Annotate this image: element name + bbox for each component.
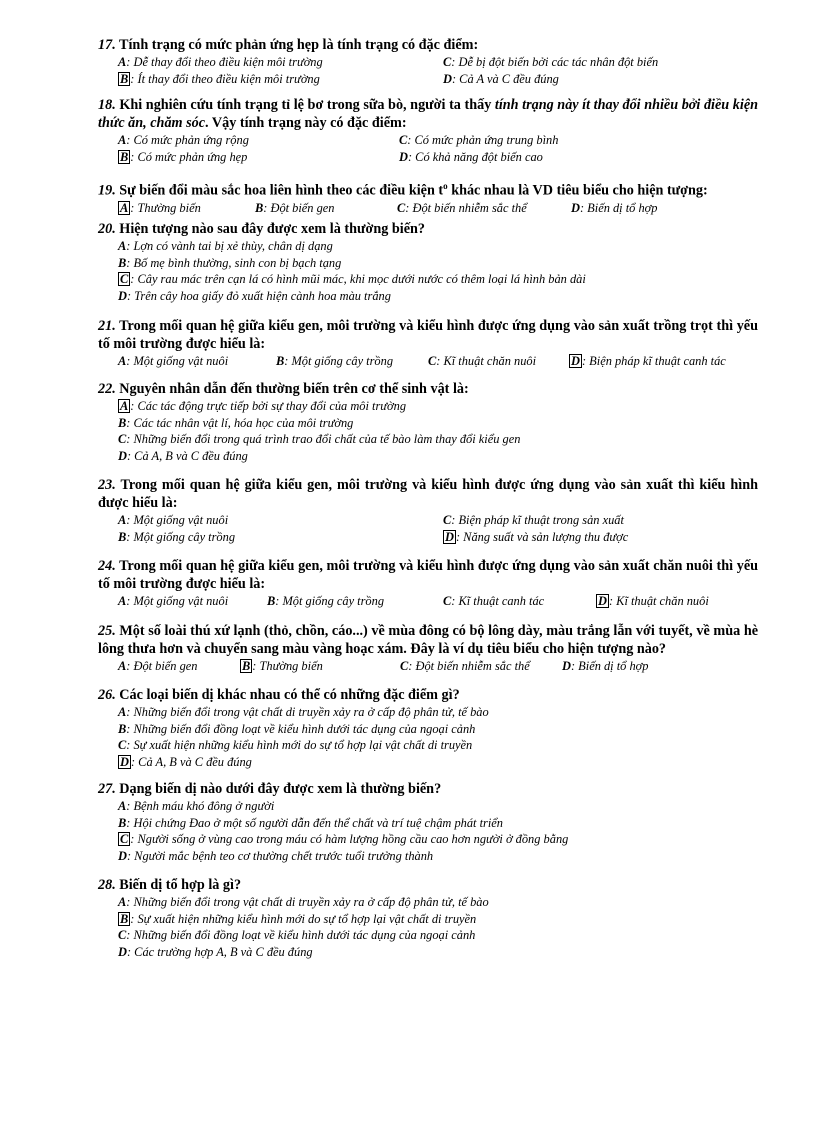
- question-stem: [98, 622, 758, 658]
- question-text: Trong mối quan hệ giữa kiểu gen, môi trường và kiểu hình được ứng dụng vào sản xuất trồng trọt thì yếu tố môi trường được hiểu là:: [98, 318, 758, 352]
- question-stem: [98, 686, 758, 704]
- option-letter: D: [443, 71, 452, 86]
- option-letter: D: [118, 944, 127, 959]
- option-letter: C: [428, 354, 437, 368]
- question-number: 22.: [98, 381, 116, 397]
- option-letter: D: [118, 848, 127, 863]
- option-a-answer[interactable]: [118, 398, 758, 415]
- question-number: 25.: [98, 623, 116, 639]
- question-22: [98, 380, 758, 464]
- option-b[interactable]: [118, 255, 758, 272]
- question-24: [98, 557, 758, 610]
- question-number: 20.: [98, 221, 116, 237]
- question-number: 23.: [98, 477, 116, 493]
- option-d[interactable]: [118, 848, 758, 865]
- option-text: : Những biến đổi trong vật chất di truyền xảy ra ở cấp độ phân tử, tế bào: [126, 705, 489, 719]
- degree-sup: o: [443, 181, 448, 191]
- option-d-answer[interactable]: [118, 754, 758, 771]
- question-number: 18.: [98, 97, 116, 113]
- answer-marker: A: [120, 200, 129, 215]
- option-d[interactable]: [118, 288, 758, 305]
- option-text: : Biện pháp kĩ thuật trong sản xuất: [451, 513, 624, 527]
- answer-marker: A: [120, 399, 129, 413]
- option-text: : Kĩ thuật chăn nuôi: [608, 594, 709, 608]
- option-text: : Có khả năng đột biến cao: [407, 149, 543, 164]
- option-letter: B: [118, 529, 127, 544]
- question-text: Trong mối quan hệ giữa kiểu gen, môi trường và kiểu hình được ứng dụng vào sản xuất chăn nuôi thì yếu tố môi trường được hiểu là:: [98, 558, 759, 592]
- option-text: : Một giống cây trồng: [284, 354, 394, 368]
- question-stem: [98, 36, 758, 54]
- option-letter: A: [118, 513, 127, 527]
- option-text: : Thường biến: [130, 200, 201, 215]
- question-number: 27.: [98, 781, 116, 797]
- option-text: : Lợn có vành tai bị xẻ thùy, chân dị dạng: [126, 239, 333, 253]
- question-stem: [98, 96, 758, 132]
- question-text: Khi nghiên cứu tính trạng tỉ lệ bơ trong sữa bò, người ta thấy: [119, 97, 495, 113]
- question-27: [98, 780, 758, 864]
- option-text: : Bệnh máu khó đông ở người: [126, 799, 275, 813]
- option-a[interactable]: [118, 798, 758, 815]
- question-stem: [98, 780, 758, 798]
- question-number: 26.: [98, 687, 116, 703]
- option-letter: C: [118, 738, 127, 752]
- option-b[interactable]: [118, 415, 758, 432]
- option-text: : Đột biến nhiễm sắc thể: [408, 659, 530, 673]
- option-letter: C: [399, 133, 408, 147]
- option-text: : Những biến đổi đồng loạt về kiểu hình dưới tác dụng của ngoại cảnh: [126, 928, 476, 942]
- option-letter: D: [118, 448, 127, 463]
- option-letter: C: [118, 432, 127, 446]
- option-text: : Một giống vật nuôi: [126, 354, 229, 368]
- option-b-answer[interactable]: [118, 149, 247, 166]
- option-text: : Cả A và C đều đúng: [451, 71, 559, 86]
- option-text: : Ít thay đổi theo điều kiện môi trường: [130, 71, 320, 86]
- question-stem: [98, 177, 758, 200]
- option-text: : Biện pháp kĩ thuật canh tác: [581, 354, 726, 368]
- option-text: : Các tác động trực tiếp bởi sự thay đổi của môi trường: [130, 399, 407, 413]
- answer-marker: B: [120, 71, 129, 86]
- option-c[interactable]: [118, 927, 758, 944]
- option-text: : Kĩ thuật canh tác: [451, 594, 545, 608]
- option-d[interactable]: [118, 944, 758, 961]
- option-a[interactable]: [118, 238, 758, 255]
- option-c[interactable]: [443, 54, 658, 71]
- option-a[interactable]: [118, 704, 758, 721]
- answer-marker: D: [598, 594, 607, 608]
- option-d[interactable]: [562, 658, 648, 675]
- option-letter: D: [571, 200, 580, 215]
- question-stem: [98, 876, 758, 894]
- question-25: [98, 622, 758, 675]
- option-text: : Hội chứng Đao ở một số người dẫn đến thể chất và trí tuệ chậm phát triển: [126, 815, 503, 830]
- question-stem: [98, 476, 758, 512]
- option-text: : Sự xuất hiện những kiểu hình mới do sự tổ hợp lại vật chất di truyền: [130, 911, 477, 926]
- question-text: Tính trạng có mức phản ứng hẹp là tính trạng có đặc điểm:: [119, 37, 479, 53]
- option-text: : Một giống cây trồng: [126, 529, 236, 544]
- option-a[interactable]: [118, 593, 228, 610]
- option-letter: A: [118, 895, 127, 909]
- option-text: : Thường biến: [252, 659, 323, 673]
- option-text: : Những biến đổi trong vật chất di truyền xảy ra ở cấp độ phân tử, tế bào: [126, 895, 489, 909]
- option-letter: C: [397, 200, 406, 215]
- option-letter: D: [118, 288, 127, 303]
- option-b[interactable]: [267, 593, 384, 610]
- option-text: : Các trường hợp A, B và C đều đúng: [126, 944, 313, 959]
- option-text: : Bố mẹ bình thường, sinh con bị bạch tạng: [126, 255, 342, 270]
- option-text: : Biến dị tổ hợp: [579, 200, 658, 215]
- question-stem: [98, 220, 758, 238]
- option-c[interactable]: [399, 132, 558, 149]
- option-text: : Cả A, B và C đều đúng: [126, 448, 248, 463]
- option-a[interactable]: [118, 353, 228, 370]
- option-text: : Đột biến gen: [126, 659, 198, 673]
- option-letter: C: [443, 55, 452, 69]
- option-letter: A: [118, 133, 127, 147]
- option-d-answer[interactable]: [596, 593, 709, 610]
- question-18: [98, 96, 758, 165]
- option-letter: B: [118, 721, 127, 736]
- question-number: 21.: [98, 318, 116, 334]
- option-a[interactable]: [118, 894, 758, 911]
- question-21: [98, 317, 758, 370]
- option-text: : Cây rau mác trên cạn lá có hình mũi mác, khi mọc dưới nước có thêm loại lá hình bản dài: [130, 272, 586, 286]
- question-text: Dạng biến dị nào dưới đây được xem là thường biến?: [119, 781, 442, 797]
- question-number: 19.: [98, 182, 116, 199]
- question-number: 24.: [98, 558, 116, 574]
- option-text: : Năng suất và sản lượng thu được: [455, 529, 629, 544]
- question-stem: [98, 380, 758, 398]
- option-b-answer[interactable]: [118, 911, 758, 928]
- option-text: : Người sống ở vùng cao trong máu có hàm lượng hồng cầu cao hơn người ở đồng bằng: [130, 832, 569, 846]
- option-letter: A: [118, 55, 127, 69]
- option-a-answer[interactable]: [118, 200, 201, 217]
- question-stem: [98, 557, 758, 593]
- option-b[interactable]: [118, 529, 235, 546]
- option-text: : Một giống cây trồng: [275, 594, 385, 608]
- option-b[interactable]: [118, 721, 758, 738]
- option-letter: A: [118, 659, 127, 673]
- question-28: [98, 876, 758, 960]
- option-a[interactable]: [118, 512, 228, 529]
- option-letter: B: [276, 354, 285, 368]
- option-c-answer[interactable]: [118, 831, 758, 848]
- option-c[interactable]: [443, 512, 624, 529]
- option-text: : Cả A, B và C đều đúng: [130, 754, 252, 769]
- answer-marker: D: [571, 354, 580, 368]
- question-text: Một số loài thú xứ lạnh (thỏ, chồn, cáo...) về mùa đông có bộ lông dày, màu trắng lẫn với tuyết, về mùa hè lông thưa hơn và chuyển sang màu vàng hoạc xám. Đây là ví dụ tiêu biểu cho hiện tượng nào?: [98, 623, 759, 657]
- option-d-answer[interactable]: [569, 353, 726, 370]
- answer-marker: D: [445, 529, 454, 544]
- option-letter: B: [267, 594, 276, 608]
- option-letter: A: [118, 594, 127, 608]
- question-emphasis: tính trạng này ít thay đổi nhiều bởi điều kiện thức ăn, chăm sóc: [98, 97, 759, 131]
- question-23: [98, 476, 758, 545]
- question-text: Trong mối quan hệ giữa kiểu gen, môi trường và kiểu hình được ứng dụng vào sản xuất thì kiểu hình được hiểu là:: [98, 477, 758, 511]
- option-d[interactable]: [118, 448, 758, 465]
- option-b[interactable]: [118, 815, 758, 832]
- option-text: : Có mức phản ứng trung bình: [407, 133, 559, 147]
- option-b-answer[interactable]: [118, 71, 320, 88]
- option-text: : Có mức phản ứng rộng: [126, 133, 249, 147]
- option-d[interactable]: [443, 71, 559, 88]
- option-c[interactable]: [118, 431, 758, 448]
- option-c[interactable]: [118, 737, 758, 754]
- option-letter: A: [118, 354, 127, 368]
- option-c[interactable]: [400, 658, 530, 675]
- option-text: : Người mắc bệnh teo cơ thường chết trước tuổi trưởng thành: [126, 848, 434, 863]
- question-17: [98, 36, 758, 87]
- question-number: 17.: [98, 37, 116, 53]
- option-d[interactable]: [399, 149, 543, 166]
- answer-marker: D: [120, 754, 129, 769]
- option-letter: D: [399, 149, 408, 164]
- option-d[interactable]: [571, 200, 657, 217]
- option-letter: B: [118, 255, 127, 270]
- question-text: Hiện tượng nào sau đây được xem là thường biến?: [119, 221, 425, 237]
- option-text: : Sự xuất hiện những kiểu hình mới do sự tổ hợp lại vật chất di truyền: [126, 738, 473, 752]
- option-a[interactable]: [118, 54, 323, 71]
- option-b[interactable]: [276, 353, 393, 370]
- option-c[interactable]: [397, 200, 527, 217]
- option-text: : Một giống vật nuôi: [126, 594, 229, 608]
- option-c[interactable]: [428, 353, 536, 370]
- question-text: Biến dị tổ hợp là gì?: [119, 877, 242, 893]
- option-d-answer[interactable]: [443, 529, 628, 546]
- option-text: : Biến dị tổ hợp: [570, 659, 649, 673]
- option-b-answer[interactable]: [240, 658, 323, 675]
- option-text: : Kĩ thuật chăn nuôi: [436, 354, 537, 368]
- answer-marker: C: [120, 832, 129, 846]
- option-text: : Đột biến nhiễm sắc thể: [405, 200, 527, 215]
- option-letter: B: [118, 415, 127, 430]
- question-text: Nguyên nhân dẫn đến thường biến trên cơ thể sinh vật là:: [119, 381, 469, 397]
- option-text: : Dễ thay đổi theo điều kiện môi trường: [126, 55, 323, 69]
- option-letter: A: [118, 239, 127, 253]
- option-c[interactable]: [443, 593, 544, 610]
- question-19: [98, 177, 758, 216]
- option-letter: C: [443, 513, 452, 527]
- option-text: : Các tác nhân vật lí, hóa học của môi trường: [126, 415, 354, 430]
- question-26: [98, 686, 758, 770]
- answer-marker: B: [120, 149, 129, 164]
- option-letter: C: [400, 659, 409, 673]
- option-text: : Những biến đổi trong quá trình trao đổi chất của tế bào làm thay đổi kiểu gen: [126, 432, 521, 446]
- option-letter: B: [118, 815, 127, 830]
- question-text: Sự biến đổi màu sắc hoa liên hình theo các điều kiện t: [119, 182, 444, 199]
- option-b[interactable]: [255, 200, 335, 217]
- option-text: : Dễ bị đột biến bởi các tác nhân đột biến: [451, 55, 659, 69]
- question-text: Các loại biến dị khác nhau có thể có những đặc điểm gì?: [119, 687, 460, 703]
- question-text-end: . Vậy tính trạng này có đặc điểm:: [205, 115, 407, 131]
- option-text: : Trên cây hoa giấy đỏ xuất hiện cành hoa màu trắng: [126, 288, 391, 303]
- question-stem: [98, 317, 758, 353]
- option-a[interactable]: [118, 658, 198, 675]
- option-letter: A: [118, 705, 127, 719]
- option-text: : Một giống vật nuôi: [126, 513, 229, 527]
- option-text: : Có mức phản ứng hẹp: [130, 149, 248, 164]
- option-a[interactable]: [118, 132, 249, 149]
- option-letter: B: [255, 200, 264, 215]
- option-letter: C: [443, 594, 452, 608]
- option-letter: C: [118, 928, 127, 942]
- question-text-end: khác nhau là VD tiêu biểu cho hiện tượng:: [447, 182, 708, 199]
- option-text: : Những biến đổi đồng loạt về kiểu hình dưới tác dụng của ngoại cảnh: [126, 721, 476, 736]
- answer-marker: B: [242, 659, 251, 673]
- answer-marker: C: [120, 272, 129, 286]
- option-letter: A: [118, 799, 127, 813]
- option-text: : Đột biến gen: [263, 200, 335, 215]
- option-c-answer[interactable]: [118, 271, 758, 288]
- question-20: [98, 220, 758, 304]
- answer-marker: B: [120, 911, 129, 926]
- option-letter: D: [562, 659, 571, 673]
- question-number: 28.: [98, 877, 116, 893]
